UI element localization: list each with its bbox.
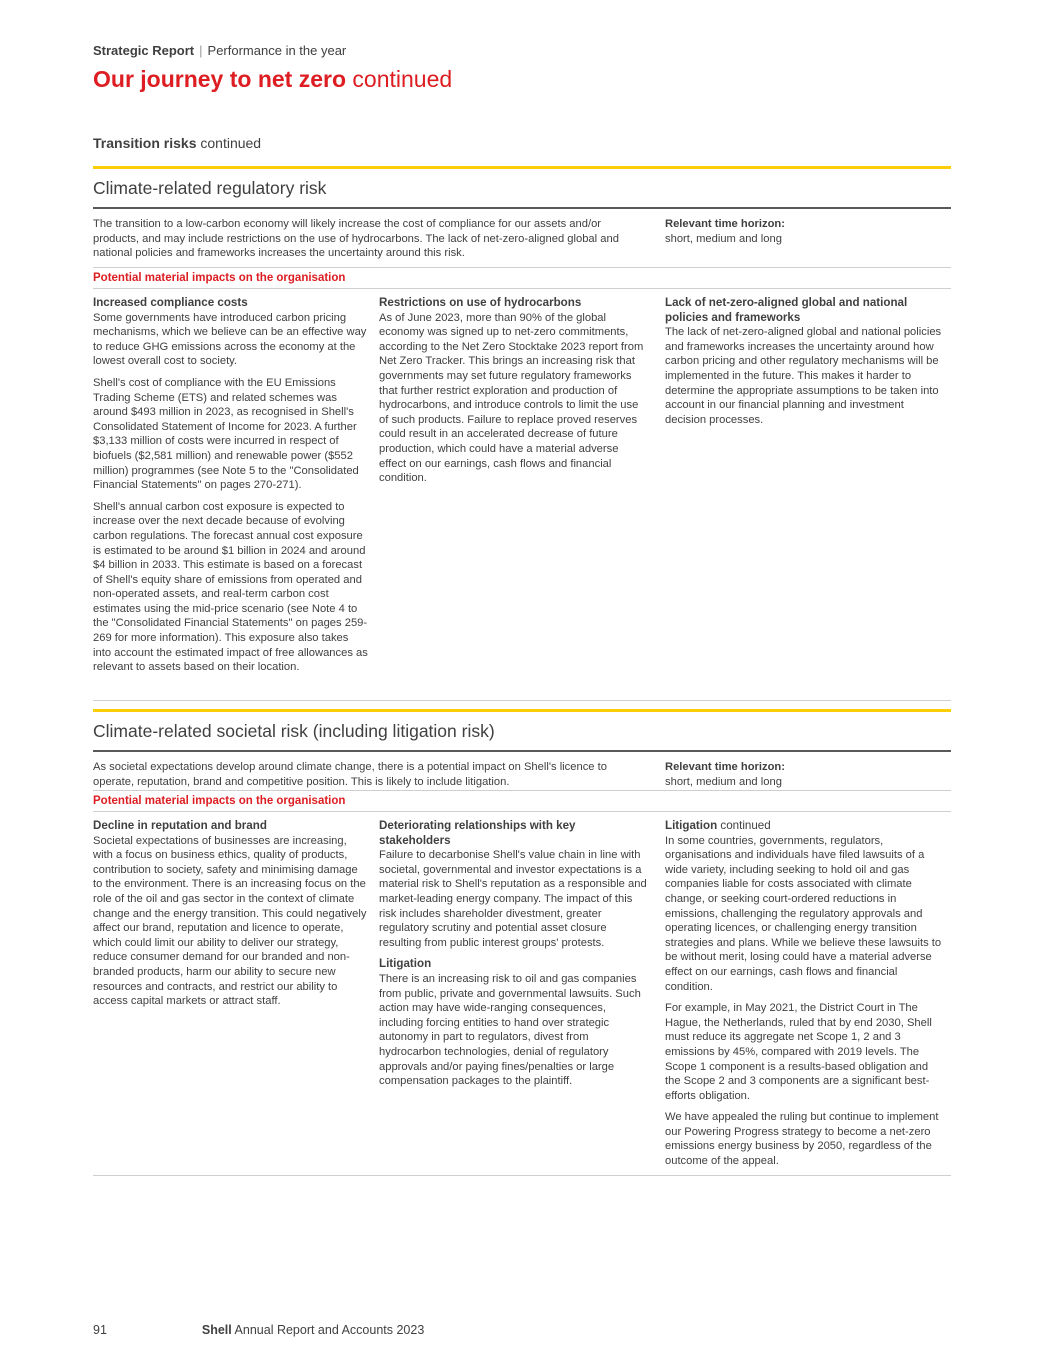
column-paragraph: For example, in May 2021, the District Court in The Hague, the Netherlands, ruled that by end 2030, Shell must reduce its aggregate net Scope 1, 2 and 3 emissions by 45%, compared with 2019 levels. The Scope 1 component is a results-based obligation and the Scope 2 and 3 components are a significant best-efforts obligation. [665, 1002, 932, 1102]
impact-column-compliance-costs [93, 296, 369, 682]
impact-columns [93, 296, 951, 700]
subhead-suffix: continued [200, 135, 262, 151]
breadcrumb-subsection[interactable]: Performance in the year [207, 43, 347, 58]
subhead [93, 134, 261, 152]
impacts-label: Potential material impacts on the organisation [93, 272, 346, 284]
section-title: Climate-related societal risk (including litigation risk) [93, 721, 495, 741]
impact-column-policy-frameworks [665, 296, 945, 434]
time-horizon-value: short, medium and long [665, 232, 782, 245]
time-horizon [665, 217, 951, 246]
impact-column-litigation [665, 819, 945, 1176]
column-paragraph: Some governments have introduced carbon pricing mechanisms, which we believe can be an effective way to reduce GHG emissions across the economy at the lowest overall cost to society. [93, 311, 367, 368]
footer-brand: Shell [201, 1323, 232, 1337]
column-paragraph: Shell's cost of compliance with the EU Emissions Trading Scheme (ETS) and related schemes was around $493 million in 2023, as recognised in Shell's Consolidated Statement of Income for 2023. A further $3,133 million of costs were incurred in respect of biofuels ($2,581 million) and renewable power ($552 million) programmes (see Note 5 to the "Consolidated Financial Statements" on pages 270-271). [93, 376, 359, 492]
section-divider [93, 709, 951, 712]
footer [93, 1322, 424, 1338]
row-rule [93, 288, 951, 289]
subhead-main: Transition risks [93, 135, 197, 151]
impact-columns [93, 819, 951, 1175]
breadcrumb [93, 43, 346, 59]
breadcrumb-section[interactable]: Strategic Report [93, 43, 195, 58]
page-number: 91 [93, 1323, 107, 1337]
impact-column-stakeholders [379, 819, 647, 1096]
time-horizon [665, 760, 951, 789]
column-paragraph: We have appealed the ruling but continue to implement our Powering Progress strategy to become a net-zero emissions energy business by 2050, regardless of the outcome of the appeal. [665, 1111, 939, 1168]
intro-row [93, 752, 951, 790]
page-title-suffix: continued [352, 66, 453, 92]
column-paragraph: Shell's annual carbon cost exposure is expected to increase over the next decade because of evolving carbon regulations. The forecast annual cost exposure is estimated to be around $1 billion in 2024 and around $4 billion in 2033. This estimate is based on a forecast of Shell's equity share of emissions from operated and non-operated assets, and real-term carbon cost estimates using the mid-price scenario (see Note 4 to the "Consolidated Financial Statements" on pages 259-269 for more information). This exposure also takes into account the estimated impact of free allowances as relevant to assets based on their location. [93, 500, 368, 674]
column-heading: Lack of net-zero-aligned global and national policies and frameworks [665, 296, 908, 324]
societal-risk-section [93, 709, 951, 1176]
column-heading-suffix: continued [720, 819, 771, 832]
intro-row [93, 209, 951, 267]
column-heading: Restrictions on use of hydrocarbons [379, 296, 582, 309]
column-paragraph: Failure to decarbonise Shell's value chain in line with societal, governmental and investor expectations is a material risk to Shell's reputation as a responsible and market-leading energy company. The impact of this risk includes shareholder divestment, greater regulatory scrutiny and potential asset closure resulting from public interest groups' protests. [379, 849, 647, 949]
intro-text: As societal expectations develop around climate change, there is a potential impact on Shell's licence to operate, reputation, brand and competitive position. This is likely to include litigation. [93, 761, 607, 788]
row-rule [93, 811, 951, 812]
column-paragraph: In some countries, governments, regulators, organisations and individuals have filed lawsuits of a wide variety, including seeking to hold oil and gas companies liable for costs associated with climate change, or seeking court-ordered reductions in emissions, challenging the regulatory approvals and operating licences, or challenging energy transition strategies and plans. While we believe these lawsuits to be without merit, losing could have a material adverse effect on our earnings, cash flows and financial condition. [665, 834, 942, 993]
column-paragraph: The lack of net-zero-aligned global and national policies and frameworks increases the uncertainty around how carbon pricing and other regulatory mechanisms will be implemented in the future. This makes it harder to determine the appropriate assumptions to be taken into account in our financial planning and investment decision processes. [665, 326, 942, 426]
breadcrumb-separator: | [199, 43, 203, 58]
column-paragraph: Societal expectations of businesses are increasing, with a focus on business ethics, quality of products, contribution to society, safety and minimising damage to the environment. There is an increasing focus on the role of the oil and gas sector in the context of climate change and the energy transition. This could negatively affect our brand, reputation and licence to operate, which could limit our ability to deliver our strategy, reduce consumer demand for our branded and non-branded products, harm our ability to secure new resources and contracts, and restrict our ability to access capital markets or attract staff. [93, 834, 367, 1008]
page-title [93, 64, 452, 94]
column-paragraph: There is an increasing risk to oil and gas companies from public, private and governmental lawsuits. Such action may have wide-ranging consequences, including forcing entities to hand over strategic autonomy in part to regulators, divest from hydrocarbon technologies, denial of regulatory approvals and/or paying fines/penalties or large compensation packages to the plaintiff. [379, 972, 641, 1088]
column-heading: Increased compliance costs [93, 296, 248, 309]
time-horizon-label: Relevant time horizon: [665, 761, 785, 773]
section-divider [93, 166, 951, 169]
footer-report: Annual Report and Accounts 2023 [234, 1323, 425, 1337]
impact-column-hydrocarbon-restrictions [379, 296, 647, 493]
page-title-main: Our journey to net zero [93, 66, 347, 92]
column-paragraph: As of June 2023, more than 90% of the global economy was signed up to net-zero commitments, according to the Net Zero Stocktake 2023 report from Net Zero Tracker. This brings an increasing risk that governments may set future regulatory frameworks that further restrict exploration and production of hydrocarbons, and introduce controls to limit the use of such products. Failure to replace proved reserves could result in an accelerated decrease of future production, which could have a material adverse effect on our earnings, cash flows and financial condition. [379, 311, 644, 485]
column-heading: Deteriorating relationships with key stakeholders [379, 819, 576, 847]
regulatory-risk-section [93, 166, 951, 701]
column-heading [665, 819, 945, 834]
column-heading-main: Litigation [665, 819, 718, 832]
column-heading: Decline in reputation and brand [93, 819, 267, 832]
intro-text: The transition to a low-carbon economy will likely increase the cost of compliance for our assets and/or products, and may include restrictions on the use of hydrocarbons. The lack of net-zero-aligned global and national policies and frameworks increases the uncertainty around this risk. [93, 218, 619, 260]
impacts-label: Potential material impacts on the organisation [93, 795, 346, 807]
impact-column-reputation [93, 819, 369, 1016]
section-title: Climate-related regulatory risk [93, 178, 327, 198]
column-subheading: Litigation [379, 957, 432, 971]
time-horizon-value: short, medium and long [665, 775, 782, 788]
section-bottom-rule [93, 700, 951, 701]
time-horizon-label: Relevant time horizon: [665, 218, 785, 230]
